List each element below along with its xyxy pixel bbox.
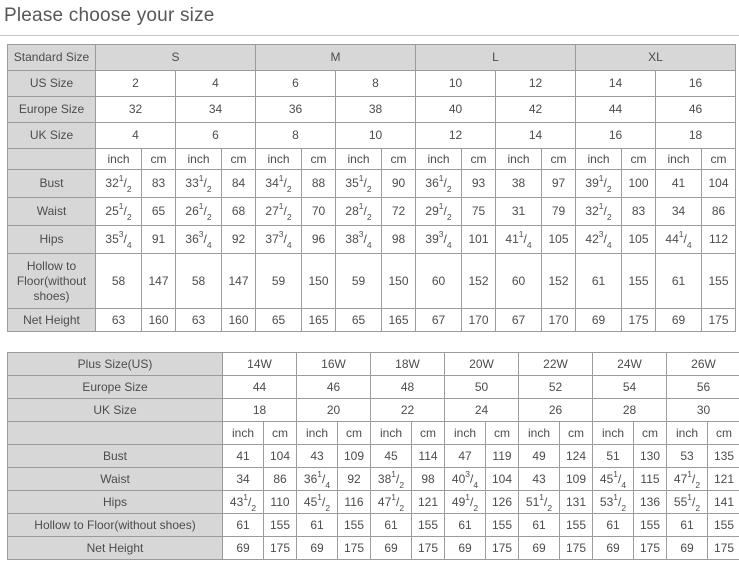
measure-inch-cell: $53^1/_2$ (593, 491, 634, 514)
size-value-cell: 14W (223, 353, 297, 376)
unit-cm-cell: cm (264, 422, 297, 445)
size-value-cell: 8 (256, 123, 336, 149)
size-value-cell: 16 (656, 71, 736, 97)
unit-inch-cell: inch (496, 149, 542, 170)
measure-cm-cell: 126 (486, 491, 519, 514)
measure-cm-cell: 97 (542, 170, 576, 198)
measure-cm-cell: 155 (560, 514, 593, 537)
measure-cm-cell: 175 (338, 537, 371, 560)
unit-cm-cell: cm (542, 149, 576, 170)
measure-cm-cell: 175 (634, 537, 667, 560)
measure-cm-cell: 104 (264, 445, 297, 468)
size-row (8, 97, 736, 123)
measure-inch-cell: $47^1/_2$ (371, 491, 412, 514)
measure-inch-cell: $42^3/_4$ (576, 226, 622, 254)
standard-size-table (7, 44, 736, 332)
size-value-cell: 42 (496, 97, 576, 123)
measure-cm-cell: 109 (338, 445, 371, 468)
measure-cm-cell: 147 (142, 254, 176, 309)
unit-inch-cell: inch (371, 422, 412, 445)
measure-inch-cell: $40^3/_4$ (445, 468, 486, 491)
measure-cm-cell: 160 (142, 309, 176, 332)
unit-inch-cell: inch (256, 149, 302, 170)
measure-inch-cell: 69 (445, 537, 486, 560)
measure-inch-cell: 47 (445, 445, 486, 468)
measure-cm-cell: 175 (702, 309, 736, 332)
measure-inch-cell: $45^1/_2$ (297, 491, 338, 514)
unit-cm-cell: cm (708, 422, 739, 445)
size-value-cell: 50 (445, 376, 519, 399)
measure-inch-cell: 43 (519, 468, 560, 491)
measure-inch-cell: 61 (371, 514, 412, 537)
size-value-cell: 10 (416, 71, 496, 97)
row-label-cell: Waist (8, 198, 96, 226)
measure-row (8, 537, 739, 560)
unit-inch-cell: inch (336, 149, 382, 170)
measure-inch-cell: 65 (256, 309, 302, 332)
size-value-cell: 16 (576, 123, 656, 149)
measure-inch-cell: $36^1/_4$ (297, 468, 338, 491)
measure-cm-cell: 175 (622, 309, 656, 332)
measure-cm-cell: 114 (412, 445, 445, 468)
size-value-cell: 28 (593, 399, 667, 422)
measure-inch-cell: 61 (223, 514, 264, 537)
size-value-cell: 40 (416, 97, 496, 123)
size-value-cell: 2 (96, 71, 176, 97)
measure-inch-cell: 61 (576, 254, 622, 309)
size-value-cell: 8 (336, 71, 416, 97)
row-label-cell: UK Size (8, 399, 223, 422)
measure-inch-cell: $47^1/_2$ (667, 468, 708, 491)
size-value-cell: 14 (496, 123, 576, 149)
measure-cm-cell: 72 (382, 198, 416, 226)
size-value-cell: 12 (416, 123, 496, 149)
measure-cm-cell: 104 (486, 468, 519, 491)
measure-inch-cell: 67 (416, 309, 462, 332)
measure-cm-cell: 68 (222, 198, 256, 226)
measure-cm-cell: 105 (542, 226, 576, 254)
row-label-cell: Plus Size(US) (8, 353, 223, 376)
size-group-cell: XL (576, 45, 736, 71)
measure-cm-cell: 92 (338, 468, 371, 491)
size-value-cell: 46 (656, 97, 736, 123)
unit-cm-cell: cm (634, 422, 667, 445)
size-value-cell: 22W (519, 353, 593, 376)
unit-cm-cell: cm (142, 149, 176, 170)
unit-cm-cell: cm (382, 149, 416, 170)
measure-inch-cell: 59 (336, 254, 382, 309)
measure-inch-cell: $38^1/_2$ (371, 468, 412, 491)
size-value-cell: 16W (297, 353, 371, 376)
measure-cm-cell: 152 (542, 254, 576, 309)
unit-cm-cell: cm (412, 422, 445, 445)
measure-inch-cell: 65 (336, 309, 382, 332)
measure-cm-cell: 155 (634, 514, 667, 537)
measure-inch-cell: 61 (519, 514, 560, 537)
measure-row (8, 170, 736, 198)
unit-cm-cell: cm (338, 422, 371, 445)
size-value-cell: 44 (223, 376, 297, 399)
measure-inch-cell: 69 (656, 309, 702, 332)
measure-inch-cell: 53 (667, 445, 708, 468)
measure-cm-cell: 155 (338, 514, 371, 537)
plus-size-table (7, 352, 739, 560)
measure-inch-cell: 34 (656, 198, 702, 226)
measure-cm-cell: 83 (142, 170, 176, 198)
measure-inch-cell: 69 (593, 537, 634, 560)
size-value-cell: 24 (445, 399, 519, 422)
measure-inch-cell: $39^1/_2$ (576, 170, 622, 198)
size-value-cell: 4 (176, 71, 256, 97)
size-row (8, 376, 739, 399)
measure-inch-cell: 61 (667, 514, 708, 537)
measure-row (8, 198, 736, 226)
unit-cm-cell: cm (486, 422, 519, 445)
measure-cm-cell: 88 (302, 170, 336, 198)
measure-cm-cell: 150 (302, 254, 336, 309)
size-value-cell: 18W (371, 353, 445, 376)
size-value-cell: 20W (445, 353, 519, 376)
size-group-cell: S (96, 45, 256, 71)
unit-inch-cell: inch (576, 149, 622, 170)
measure-inch-cell: $39^3/_4$ (416, 226, 462, 254)
measure-cm-cell: 175 (486, 537, 519, 560)
size-row (8, 71, 736, 97)
measure-cm-cell: 150 (382, 254, 416, 309)
measure-cm-cell: 90 (382, 170, 416, 198)
size-value-cell: 12 (496, 71, 576, 97)
measure-cm-cell: 98 (382, 226, 416, 254)
measure-inch-cell: $32^1/_2$ (96, 170, 142, 198)
size-value-cell: 20 (297, 399, 371, 422)
size-value-cell: 52 (519, 376, 593, 399)
size-value-cell: 46 (297, 376, 371, 399)
unit-inch-cell: inch (667, 422, 708, 445)
row-label-cell: Hips (8, 226, 96, 254)
measure-cm-cell: 98 (412, 468, 445, 491)
measure-cm-cell: 70 (302, 198, 336, 226)
unit-cm-cell: cm (622, 149, 656, 170)
size-value-cell: 44 (576, 97, 656, 123)
size-value-cell: 22 (371, 399, 445, 422)
measure-inch-cell: 34 (223, 468, 264, 491)
measure-inch-cell: $32^1/_2$ (576, 198, 622, 226)
measure-row (8, 445, 739, 468)
unit-corner-cell (8, 149, 96, 170)
measure-inch-cell: $36^3/_4$ (176, 226, 222, 254)
size-value-cell: 32 (96, 97, 176, 123)
row-label-cell: Hollow to Floor(without shoes) (8, 254, 96, 309)
measure-cm-cell: 131 (560, 491, 593, 514)
size-value-cell: 26 (519, 399, 593, 422)
measure-inch-cell: 63 (96, 309, 142, 332)
size-value-cell: 54 (593, 376, 667, 399)
size-value-cell: 4 (96, 123, 176, 149)
size-value-cell: 24W (593, 353, 667, 376)
measure-cm-cell: 155 (486, 514, 519, 537)
size-value-cell: 18 (223, 399, 297, 422)
row-label-cell: Net Height (8, 309, 96, 332)
unit-corner-cell (8, 422, 223, 445)
measure-cm-cell: 92 (222, 226, 256, 254)
size-chart-page (0, 5, 739, 560)
measure-cm-cell: 121 (412, 491, 445, 514)
measure-inch-cell: 45 (371, 445, 412, 468)
measure-inch-cell: $51^1/_2$ (519, 491, 560, 514)
measure-cm-cell: 86 (264, 468, 297, 491)
measure-cm-cell: 121 (708, 468, 739, 491)
size-value-cell: 38 (336, 97, 416, 123)
measure-row (8, 309, 736, 332)
measure-cm-cell: 96 (302, 226, 336, 254)
measure-cm-cell: 109 (560, 468, 593, 491)
measure-inch-cell: $27^1/_2$ (256, 198, 302, 226)
measure-row (8, 226, 736, 254)
measure-inch-cell: $41^1/_4$ (496, 226, 542, 254)
measure-inch-cell: 58 (96, 254, 142, 309)
measure-cm-cell: 155 (622, 254, 656, 309)
measure-inch-cell: $28^1/_2$ (336, 198, 382, 226)
unit-cm-cell: cm (302, 149, 336, 170)
measure-inch-cell: $44^1/_4$ (656, 226, 702, 254)
measure-cm-cell: 135 (708, 445, 739, 468)
measure-cm-cell: 165 (382, 309, 416, 332)
measure-inch-cell: $43^1/_2$ (223, 491, 264, 514)
measure-inch-cell: $25^1/_2$ (96, 198, 142, 226)
measure-cm-cell: 115 (634, 468, 667, 491)
measure-inch-cell: $26^1/_2$ (176, 198, 222, 226)
measure-cm-cell: 105 (622, 226, 656, 254)
measure-cm-cell: 100 (622, 170, 656, 198)
unit-inch-cell: inch (223, 422, 264, 445)
measure-inch-cell: 61 (656, 254, 702, 309)
row-label-cell: UK Size (8, 123, 96, 149)
measure-inch-cell: 58 (176, 254, 222, 309)
measure-inch-cell: 61 (593, 514, 634, 537)
unit-inch-cell: inch (416, 149, 462, 170)
measure-cm-cell: 175 (264, 537, 297, 560)
measure-inch-cell: 69 (519, 537, 560, 560)
measure-cm-cell: 175 (560, 537, 593, 560)
measure-cm-cell: 110 (264, 491, 297, 514)
unit-cm-cell: cm (222, 149, 256, 170)
measure-inch-cell: $35^3/_4$ (96, 226, 142, 254)
size-value-cell: 36 (256, 97, 336, 123)
size-value-cell: 56 (667, 376, 739, 399)
measure-cm-cell: 175 (708, 537, 739, 560)
unit-row (8, 422, 739, 445)
page-title: Please choose your size (4, 5, 739, 27)
unit-inch-cell: inch (176, 149, 222, 170)
measure-inch-cell: 61 (297, 514, 338, 537)
size-value-cell: 26W (667, 353, 739, 376)
row-label-cell: Bust (8, 170, 96, 198)
size-group-row (8, 45, 736, 71)
measure-cm-cell: 124 (560, 445, 593, 468)
measure-inch-cell: 61 (445, 514, 486, 537)
measure-cm-cell: 165 (302, 309, 336, 332)
measure-cm-cell: 152 (462, 254, 496, 309)
measure-cm-cell: 79 (542, 198, 576, 226)
measure-cm-cell: 86 (702, 198, 736, 226)
unit-row (8, 149, 736, 170)
unit-inch-cell: inch (656, 149, 702, 170)
title-divider (0, 35, 739, 36)
measure-cm-cell: 116 (338, 491, 371, 514)
measure-inch-cell: 59 (256, 254, 302, 309)
measure-inch-cell: $36^1/_2$ (416, 170, 462, 198)
measure-cm-cell: 136 (634, 491, 667, 514)
size-value-cell: 14 (576, 71, 656, 97)
measure-inch-cell: 69 (223, 537, 264, 560)
measure-inch-cell: $49^1/_2$ (445, 491, 486, 514)
row-label-cell: Waist (8, 468, 223, 491)
measure-cm-cell: 147 (222, 254, 256, 309)
measure-inch-cell: 60 (416, 254, 462, 309)
measure-cm-cell: 93 (462, 170, 496, 198)
size-value-cell: 6 (256, 71, 336, 97)
measure-cm-cell: 170 (462, 309, 496, 332)
size-value-cell: 6 (176, 123, 256, 149)
unit-cm-cell: cm (702, 149, 736, 170)
measure-inch-cell: 69 (297, 537, 338, 560)
measure-inch-cell: $29^1/_2$ (416, 198, 462, 226)
measure-cm-cell: 160 (222, 309, 256, 332)
measure-cm-cell: 83 (622, 198, 656, 226)
measure-inch-cell: $37^3/_4$ (256, 226, 302, 254)
measure-inch-cell: $33^1/_2$ (176, 170, 222, 198)
size-group-cell: L (416, 45, 576, 71)
measure-cm-cell: 119 (486, 445, 519, 468)
row-label-cell: US Size (8, 71, 96, 97)
measure-cm-cell: 130 (634, 445, 667, 468)
measure-inch-cell: 38 (496, 170, 542, 198)
measure-row (8, 491, 739, 514)
unit-inch-cell: inch (593, 422, 634, 445)
measure-cm-cell: 91 (142, 226, 176, 254)
measure-cm-cell: 101 (462, 226, 496, 254)
row-label-cell: Europe Size (8, 97, 96, 123)
measure-cm-cell: 175 (412, 537, 445, 560)
measure-inch-cell: 69 (576, 309, 622, 332)
corner-label-cell: Standard Size (8, 45, 96, 71)
row-label-cell: Europe Size (8, 376, 223, 399)
measure-inch-cell: $35^1/_2$ (336, 170, 382, 198)
measure-cm-cell: 65 (142, 198, 176, 226)
unit-inch-cell: inch (96, 149, 142, 170)
size-value-cell: 10 (336, 123, 416, 149)
measure-cm-cell: 155 (412, 514, 445, 537)
measure-cm-cell: 170 (542, 309, 576, 332)
measure-inch-cell: 69 (371, 537, 412, 560)
measure-inch-cell: 41 (223, 445, 264, 468)
measure-row (8, 468, 739, 491)
size-value-cell: 30 (667, 399, 739, 422)
measure-inch-cell: 49 (519, 445, 560, 468)
unit-inch-cell: inch (445, 422, 486, 445)
unit-inch-cell: inch (519, 422, 560, 445)
size-row (8, 353, 739, 376)
unit-cm-cell: cm (462, 149, 496, 170)
measure-inch-cell: 69 (667, 537, 708, 560)
size-group-cell: M (256, 45, 416, 71)
size-value-cell: 18 (656, 123, 736, 149)
size-row (8, 399, 739, 422)
measure-inch-cell: 31 (496, 198, 542, 226)
unit-inch-cell: inch (297, 422, 338, 445)
measure-cm-cell: 84 (222, 170, 256, 198)
measure-inch-cell: 41 (656, 170, 702, 198)
size-value-cell: 48 (371, 376, 445, 399)
measure-cm-cell: 104 (702, 170, 736, 198)
measure-cm-cell: 75 (462, 198, 496, 226)
measure-inch-cell: 60 (496, 254, 542, 309)
row-label-cell: Hips (8, 491, 223, 514)
measure-inch-cell: $45^1/_4$ (593, 468, 634, 491)
measure-row (8, 254, 736, 309)
measure-cm-cell: 141 (708, 491, 739, 514)
measure-inch-cell: 67 (496, 309, 542, 332)
row-label-cell: Hollow to Floor(without shoes) (8, 514, 223, 537)
measure-inch-cell: 51 (593, 445, 634, 468)
measure-inch-cell: $34^1/_2$ (256, 170, 302, 198)
measure-row (8, 514, 739, 537)
measure-inch-cell: $38^3/_4$ (336, 226, 382, 254)
row-label-cell: Net Height (8, 537, 223, 560)
size-row (8, 123, 736, 149)
measure-cm-cell: 112 (702, 226, 736, 254)
measure-cm-cell: 155 (264, 514, 297, 537)
measure-cm-cell: 155 (708, 514, 739, 537)
measure-inch-cell: 43 (297, 445, 338, 468)
measure-cm-cell: 155 (702, 254, 736, 309)
measure-inch-cell: $55^1/_2$ (667, 491, 708, 514)
row-label-cell: Bust (8, 445, 223, 468)
unit-cm-cell: cm (560, 422, 593, 445)
measure-inch-cell: 63 (176, 309, 222, 332)
size-value-cell: 34 (176, 97, 256, 123)
